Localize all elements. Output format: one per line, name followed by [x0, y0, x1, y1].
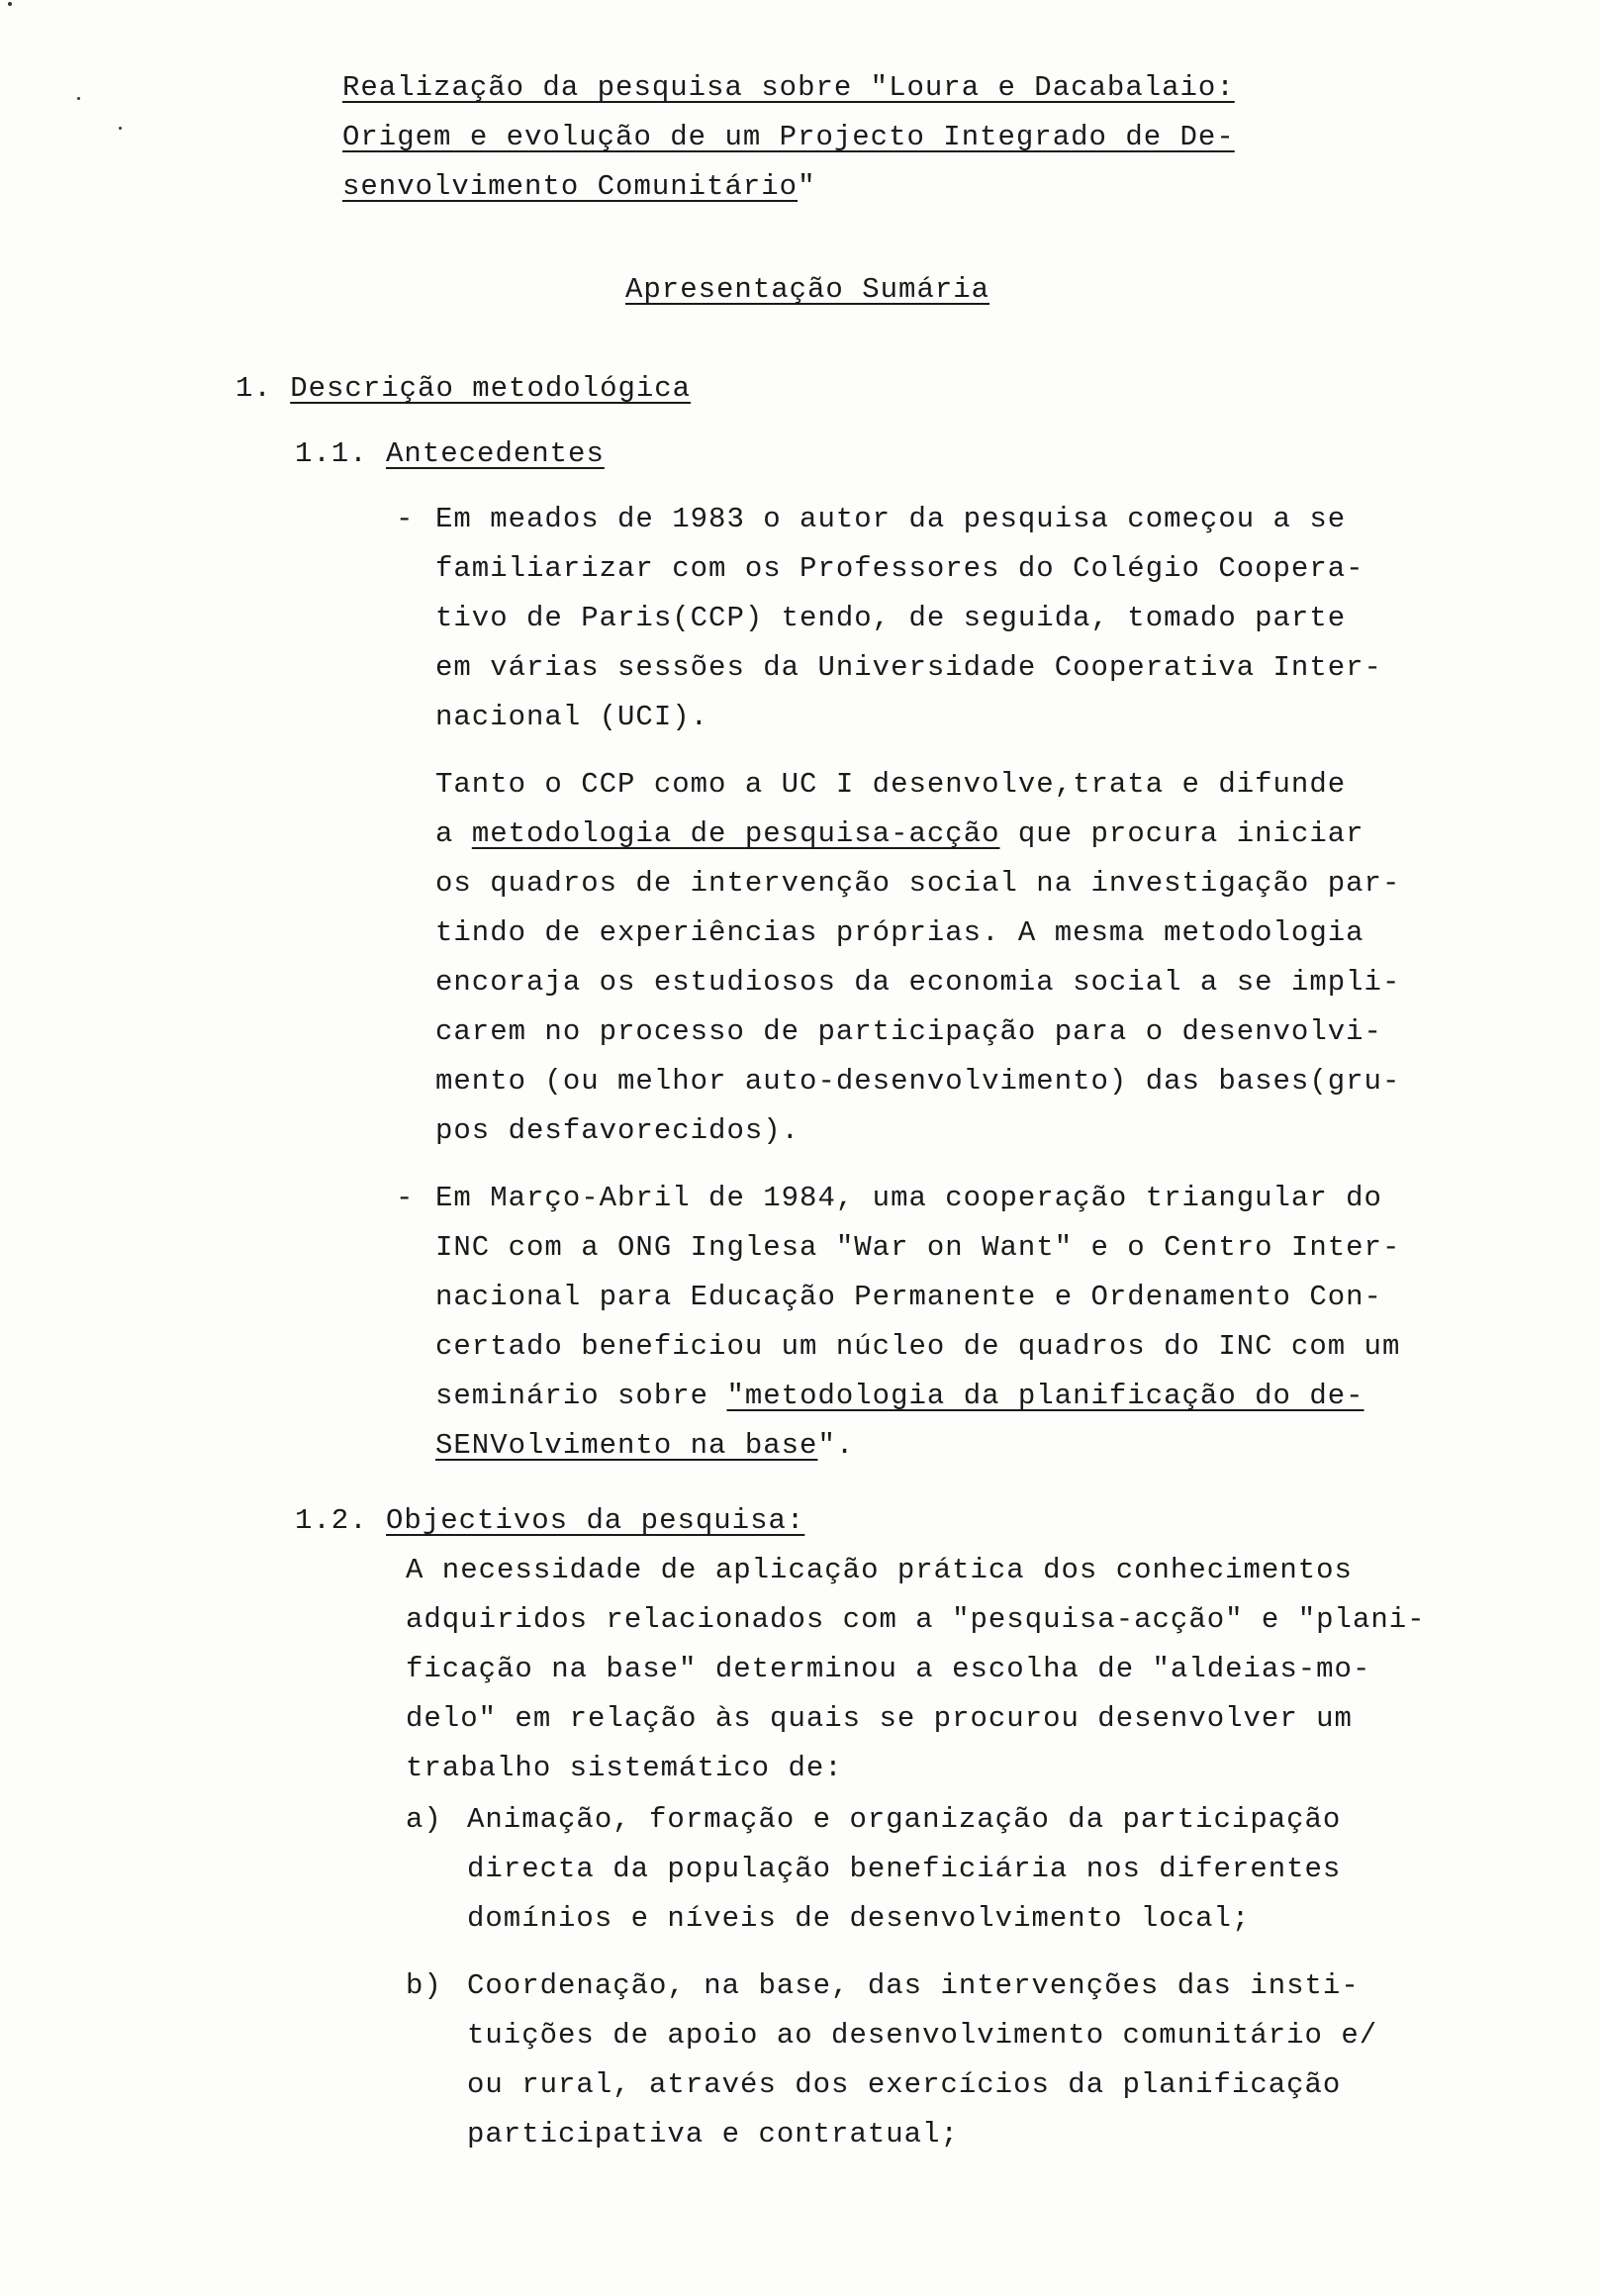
- bullet-1-line: em várias sessões da Universidade Cooperativa Inter-: [435, 651, 1382, 684]
- bullet-1-line: Em meados de 1983 o autor da pesquisa começou a se: [435, 503, 1347, 535]
- bullet-1-line: familiarizar com os Professores do Colégio Coopera-: [435, 552, 1364, 585]
- para-line: os quadros de intervenção social na investigação par-: [435, 867, 1401, 900]
- bullet-2-line-5-pre: seminário sobre: [435, 1380, 727, 1412]
- seminar-title-part1: "metodologia da planificação do de-: [726, 1380, 1364, 1412]
- seminar-title-part2: SENVolvimento na base: [435, 1429, 818, 1462]
- bullet-dash: -: [396, 1182, 415, 1214]
- item-b-line: participativa e contratual;: [467, 2118, 959, 2151]
- title-line-3-quote: ": [798, 170, 816, 203]
- item-a-line: directa da população beneficiária nos diferentes: [467, 1853, 1342, 1885]
- subsection-1-2-heading: [295, 1504, 804, 1537]
- para-line: mento (ou melhor auto-desenvolvimento) das bases(gru-: [435, 1065, 1401, 1098]
- title-line-3: [342, 170, 815, 203]
- para-line: Tanto o CCP como a UC I desenvolve,trata e difunde: [435, 768, 1347, 801]
- subsection-1-2-number: 1.2.: [295, 1504, 368, 1537]
- item-b-line: Coordenação, na base, das intervenções das insti-: [467, 1969, 1360, 2002]
- section-1-title: Descrição metodológica: [290, 372, 692, 405]
- objectives-line: A necessidade de aplicação prática dos conhecimentos: [406, 1554, 1353, 1586]
- para-line: carem no processo de participação para o desenvolvi-: [435, 1015, 1382, 1048]
- subsection-1-2-title: Objectivos da pesquisa:: [386, 1504, 805, 1537]
- section-1-number: 1.: [235, 372, 272, 405]
- para-line-2: [435, 817, 1364, 850]
- item-b-line: ou rural, através dos exercícios da planificação: [467, 2068, 1342, 2101]
- item-a-line: Animação, formação e organização da participação: [467, 1803, 1342, 1836]
- item-b-line: tuições de apoio ao desenvolvimento comunitário e/: [467, 2019, 1378, 2052]
- bullet-dash: -: [396, 503, 415, 535]
- item-b-marker: b): [406, 1969, 442, 2002]
- subsection-1-1-heading: [295, 437, 605, 470]
- bullet-1-line: nacional (UCI).: [435, 701, 709, 733]
- bullet-2-line: nacional para Educação Permanente e Ordenamento Con-: [435, 1281, 1382, 1313]
- para-line-2-pre: a: [435, 817, 472, 850]
- objectives-line: trabalho sistemático de:: [406, 1752, 843, 1784]
- para-line: pos desfavorecidos).: [435, 1114, 800, 1147]
- subtitle: Apresentação Sumária: [625, 273, 990, 306]
- title-line-2: Origem e evolução de um Projecto Integrado de De-: [342, 121, 1235, 153]
- subsection-1-1-number: 1.1.: [295, 437, 368, 470]
- bullet-2-line: INC com a ONG Inglesa "War on Want" e o Centro Inter-: [435, 1231, 1401, 1264]
- bullet-2-line: certado beneficiou um núcleo de quadros do INC com um: [435, 1330, 1401, 1363]
- item-a-marker: a): [406, 1803, 442, 1836]
- para-line: encoraja os estudiosos da economia social a se impli-: [435, 966, 1401, 999]
- objectives-line: adquiridos relacionados com a "pesquisa-acção" e "plani-: [406, 1603, 1426, 1636]
- para-line: tindo de experiências próprias. A mesma metodologia: [435, 916, 1364, 949]
- bullet-2-line-6: [435, 1429, 854, 1462]
- scan-speck: [8, 2, 12, 6]
- scan-speck: [77, 97, 80, 100]
- bullet-2-line: Em Março-Abril de 1984, uma cooperação triangular do: [435, 1182, 1382, 1214]
- bullet-2-line-6-post: ".: [817, 1429, 855, 1462]
- bullet-2-line-5: [435, 1380, 1364, 1412]
- bullet-1-line: tivo de Paris(CCP) tendo, de seguida, tomado parte: [435, 602, 1347, 634]
- section-1-heading: [235, 372, 691, 405]
- objectives-line: delo" em relação às quais se procurou desenvolver um: [406, 1702, 1353, 1735]
- para-line-2-post: que procura iniciar: [999, 817, 1364, 850]
- objectives-line: ficação na base" determinou a escolha de "aldeias-mo-: [406, 1653, 1371, 1685]
- scan-speck: [119, 127, 122, 130]
- subsection-1-1-title: Antecedentes: [386, 437, 605, 470]
- metodologia-emphasis: metodologia de pesquisa-acção: [471, 817, 1000, 850]
- item-a-line: domínios e níveis de desenvolvimento local;: [467, 1902, 1251, 1935]
- title-line-3-text: senvolvimento Comunitário: [342, 170, 799, 203]
- title-line-1: Realização da pesquisa sobre "Loura e Dacabalaio:: [342, 71, 1235, 104]
